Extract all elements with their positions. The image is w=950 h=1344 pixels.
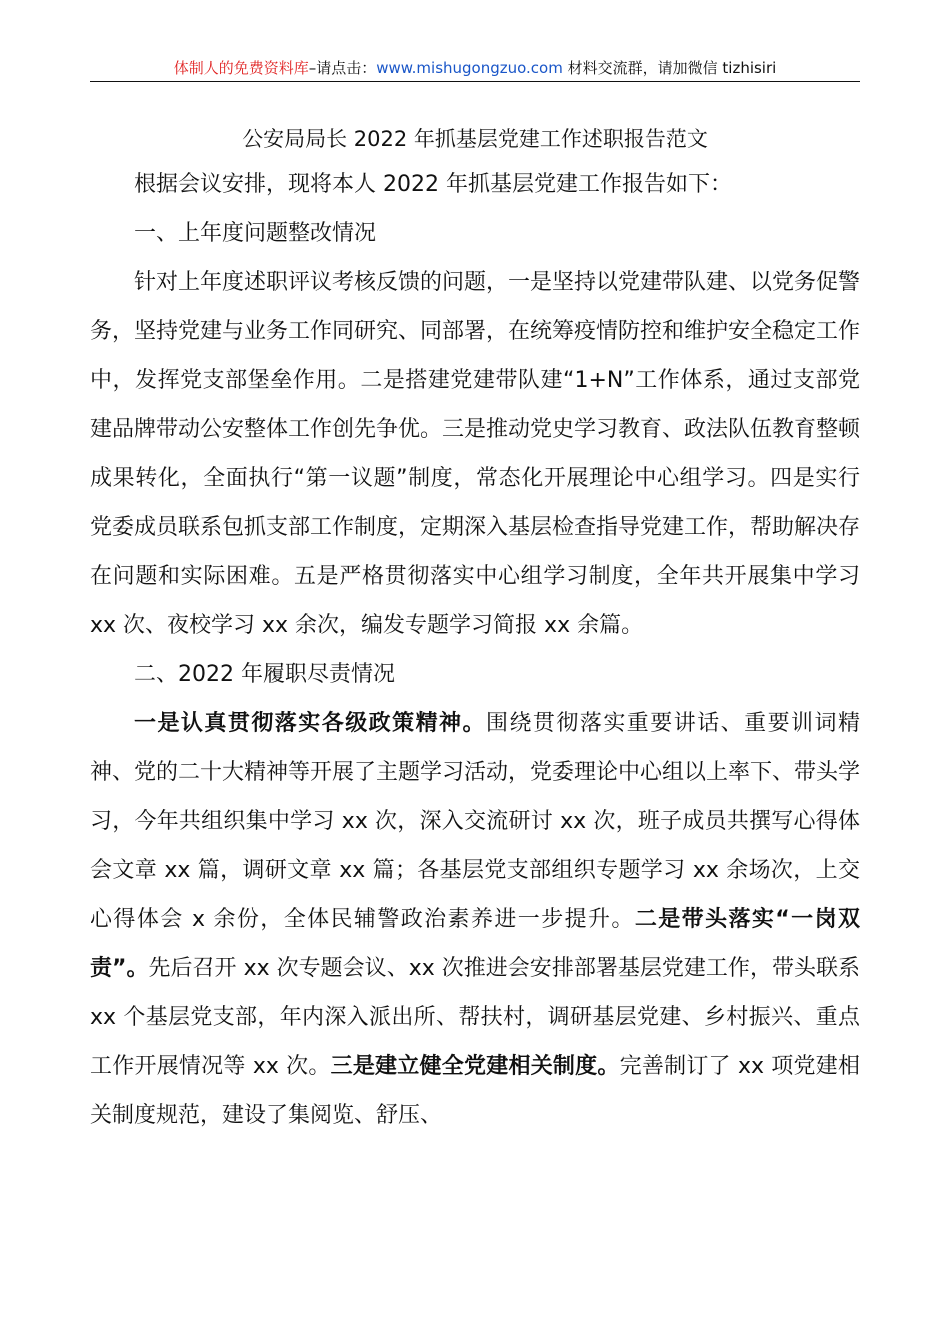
document-body <box>90 160 860 1140</box>
point-2-text: 先后召开 xx 次专题会议、xx 次推进会安排部署基层党建工作，带头联系 xx 个基层党支部，年内深入派出所、帮扶村，调研基层党建、乡村振兴、重点工作开展情况等 xx 次。 <box>90 956 861 1079</box>
header-divider <box>90 81 860 82</box>
document-title: 公安局局长 2022 年抓基层党建工作述职报告范文 <box>242 127 708 151</box>
section2-paragraph <box>90 699 860 1140</box>
point-3-text: 完善制订了 xx 项党建相关制度规范，建设了集阅览、舒压、 <box>90 1054 860 1128</box>
header-url-link[interactable]: www.mishugongzuo.com <box>376 59 563 77</box>
lead-point-3: 三是建立健全党建相关制度。 <box>330 1054 620 1079</box>
lead-point-2: 二是带头落实“一岗双责”。 <box>90 907 860 981</box>
section1-paragraph: 针对上年度述职评议考核反馈的问题，一是坚持以党建带队建、以党务促警务，坚持党建与业务工作同研究、同部署，在统筹疫情防控和维护安全稳定工作中，发挥党支部堡垒作用。二是搭建党建带队建“1+N”工作体系，通过支部党建品牌带动公安整体工作创先争优。三是推动党史学习教育、政法队伍教育整顿成果转化，全面执行“第一议题”制度，常态化开展理论中心组学习。四是实行党委成员联系包抓支部工作制度，定期深入基层检查指导党建工作，帮助解决存在问题和实际困难。五是严格贯彻落实中心组学习制度，全年共开展集中学习 xx 次、夜校学习 xx 余次，编发专题学习简报 xx 余篇。 <box>90 270 861 638</box>
page-header <box>90 58 860 78</box>
header-note: 材料交流群，请加微信 tizhisiri <box>562 59 777 77</box>
section2-heading: 二、2022 年履职尽责情况 <box>134 662 395 687</box>
header-prompt: –请点击： <box>308 59 377 77</box>
point-1-text: 围绕贯彻落实重要讲话、重要训词精神、党的二十大精神等开展了主题学习活动，党委理论中心组以上率下、带头学习，今年共组织集中学习 xx 次，深入交流研讨 xx 次，班子成员共撰写心得体会文章 xx 篇，调研文章 xx 篇；各基层党支部组织专题学习 xx 余场次，上交心得体会 x 余份，全体民辅警政治素养进一步提升。 <box>90 711 861 932</box>
header-site-name: 体制人的免费资料库 <box>173 59 309 77</box>
section1-heading: 一、上年度问题整改情况 <box>134 221 377 246</box>
intro-paragraph: 根据会议安排，现将本人 2022 年抓基层党建工作报告如下： <box>134 172 732 197</box>
lead-point-1: 一是认真贯彻落实各级政策精神。 <box>134 711 486 736</box>
